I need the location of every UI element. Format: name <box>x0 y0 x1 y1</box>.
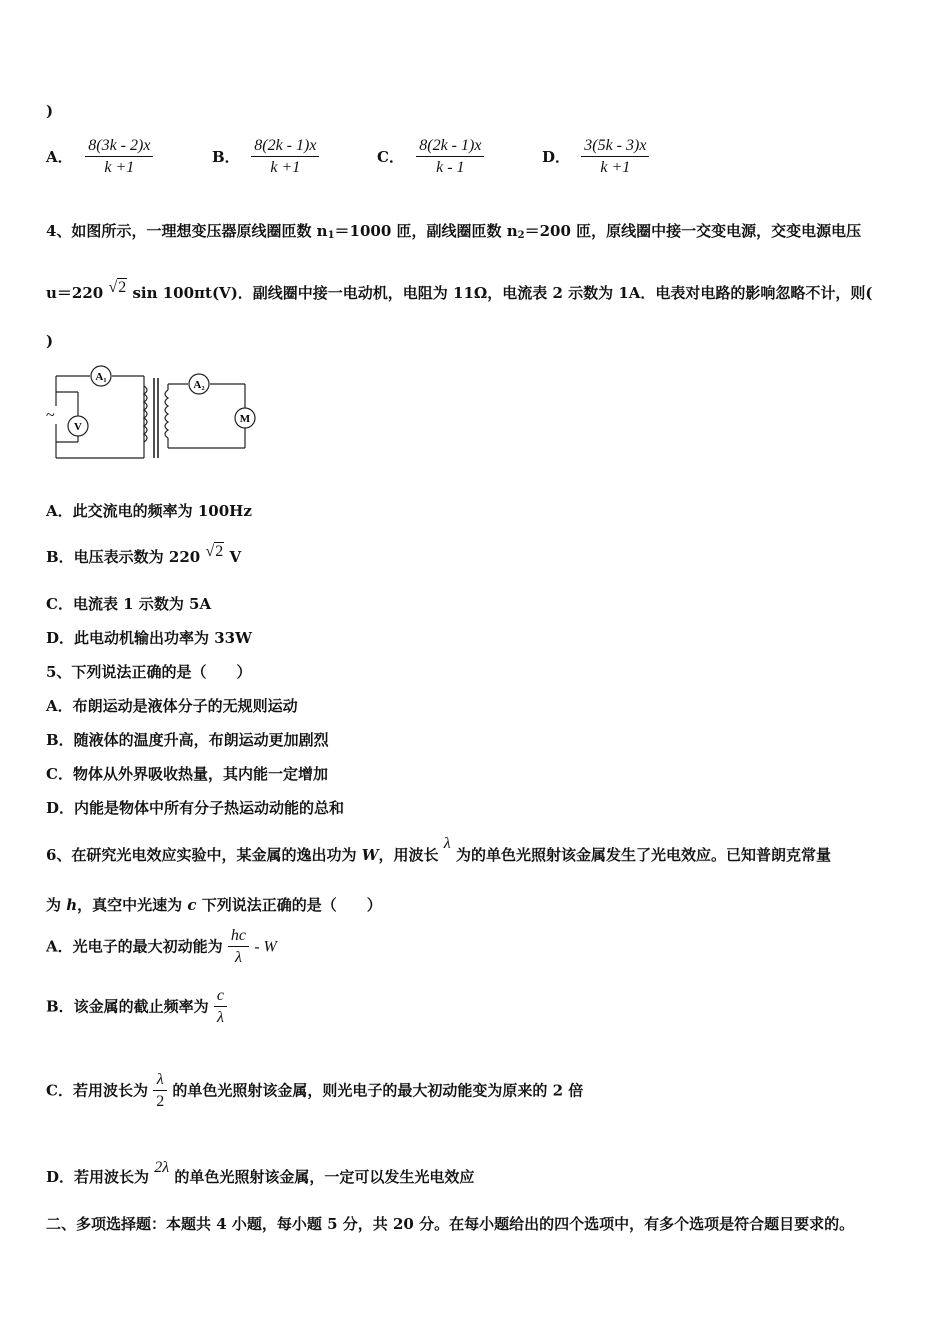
q4-option-b-sqrt: √2 <box>205 543 224 560</box>
motor-label: M <box>239 413 251 425</box>
q6-option-b-pre: B．该金属的截止频率为 <box>46 997 209 1016</box>
q4-n1-sub: 1 <box>327 230 335 241</box>
q4-option-d: D．此电动机输出功率为 33W <box>46 629 252 647</box>
q6-stem-line2-a: 为 <box>46 896 62 914</box>
q3-option-a <box>46 136 153 179</box>
q3-option-c-num: 8(2k - 1)x <box>416 136 484 157</box>
q6-stem-line1-b: ，用波长 <box>378 846 439 864</box>
q6-option-b <box>46 986 227 1029</box>
q6-stem-line1-c: 为的单色光照射该金属发生了光电效应。已知普朗克常量 <box>455 846 831 864</box>
q5-option-c: C．物体从外界吸收热量，其内能一定增加 <box>46 765 328 783</box>
q4-option-b-post: V <box>229 548 242 566</box>
q5-option-d: D．内能是物体中所有分子热运动动能的总和 <box>46 799 345 817</box>
q3-option-b-fraction <box>251 136 319 179</box>
q3-option-a-den: k +1 <box>104 159 135 176</box>
q6-option-a-pre: A．光电子的最大初动能为 <box>46 937 223 956</box>
q6-option-c-fraction <box>153 1070 167 1113</box>
q6-option-c-den: 2 <box>156 1093 165 1110</box>
q3-option-d-num: 3(5k - 3)x <box>581 136 649 157</box>
q3-option-d-den: k +1 <box>600 159 631 176</box>
q4-stem-line1-c: ＝200 匝，原线圈中接一交变电源，交变电源电压 <box>524 222 862 240</box>
q4-stem-line2-a: u＝220 <box>46 284 104 302</box>
q6-stem-line2 <box>46 894 382 915</box>
q5-option-b: B．随液体的温度升高，布朗运动更加剧烈 <box>46 731 329 749</box>
q4-option-c: C．电流表 1 示数为 5A <box>46 595 212 613</box>
transformer-circuit-diagram <box>40 362 265 464</box>
q3-option-b-den: k +1 <box>270 159 301 176</box>
q4-paren: ) <box>46 332 54 350</box>
q5-option-a: A．布朗运动是液体分子的无规则运动 <box>46 697 298 715</box>
q3-option-a-num: 8(3k - 2)x <box>85 136 153 157</box>
q4-sqrt-radicand: 2 <box>118 279 127 296</box>
q6-c: c <box>187 896 197 914</box>
q3-option-d-fraction <box>581 136 649 179</box>
q6-option-c-post: 的单色光照射该金属，则光电子的最大初动能变为原来的 2 倍 <box>172 1081 584 1100</box>
secondary-coil <box>165 390 168 438</box>
q6-option-b-num: c <box>214 986 227 1007</box>
q6-w: W <box>361 846 379 864</box>
q3-option-c <box>377 136 484 179</box>
q4-stem-line2 <box>46 279 873 303</box>
q6-stem-line2-b: ，真空中光速为 <box>77 896 183 914</box>
q6-option-a-fraction <box>228 926 249 969</box>
q4-option-b-pre: B．电压表示数为 220 <box>46 548 201 566</box>
q3-option-a-label: A． <box>46 147 73 166</box>
q6-option-d-post: 的单色光照射该金属，一定可以发生光电效应 <box>174 1168 475 1186</box>
ac-source-symbol: ~ <box>46 407 55 424</box>
q6-stem-line1 <box>46 835 831 865</box>
q4-stem-line1-b: ＝1000 匝，副线圈匝数 n <box>334 222 518 240</box>
q6-h: h <box>66 896 78 914</box>
ammeter-2-label: A₂ <box>193 379 205 391</box>
q4-option-b-radicand: 2 <box>215 543 224 560</box>
q6-option-a-den: λ <box>234 949 242 966</box>
ammeter-1-label: A₁ <box>95 371 107 383</box>
q6-option-a-post: - W <box>254 938 277 956</box>
q3-option-c-label: C． <box>377 147 404 166</box>
q4-sqrt: √2 <box>108 279 127 296</box>
q6-option-d-math: 2λ <box>154 1159 170 1176</box>
q6-option-c-num: λ <box>153 1070 167 1091</box>
section-2-heading: 二、多项选择题：本题共 4 小题，每小题 5 分，共 20 分。在每小题给出的四个选项中，有多个选项是符合题目要求的。 <box>46 1215 855 1233</box>
q3-option-d-label: D． <box>542 147 571 166</box>
voltmeter-label: V <box>74 421 82 433</box>
q4-stem-line2-b: sin 100πt(V)．副线圈中接一电动机，电阻为 11Ω，电流表 2 示数为 1A．电表对电路的影响忽略不计，则( <box>132 284 873 302</box>
q4-option-b <box>46 543 242 567</box>
q6-stem-line1-a: 6、在研究光电效应实验中，某金属的逸出功为 <box>46 846 357 864</box>
q3-option-b-label: B． <box>212 147 240 166</box>
q3-option-c-den: k - 1 <box>436 159 465 176</box>
q5-stem: 5、下列说法正确的是（ ） <box>46 663 252 681</box>
q3-option-a-fraction <box>85 136 153 179</box>
q6-option-a-num: hc <box>228 926 249 947</box>
q4-stem-line1-a: 4、如图所示，一理想变压器原线圈匝数 n <box>46 222 328 240</box>
q6-option-a <box>46 926 277 969</box>
q6-option-b-den: λ <box>217 1009 224 1026</box>
q6-lambda: λ <box>443 835 451 852</box>
q4-option-a: A．此交流电的频率为 100Hz <box>46 502 252 520</box>
q6-option-b-fraction <box>214 986 227 1029</box>
q3-option-d <box>542 136 649 179</box>
q6-option-d <box>46 1159 475 1187</box>
q3-option-b-num: 8(2k - 1)x <box>251 136 319 157</box>
q3-option-c-fraction <box>416 136 484 179</box>
q4-n2-sub: 2 <box>517 230 525 241</box>
q6-option-c <box>46 1070 583 1113</box>
q6-option-c-pre: C．若用波长为 <box>46 1081 148 1100</box>
q3-paren: ) <box>46 102 54 120</box>
q6-stem-line2-c: 下列说法正确的是（ ） <box>201 896 382 914</box>
q6-option-d-pre: D．若用波长为 <box>46 1168 150 1186</box>
q3-option-b <box>212 136 319 179</box>
q4-stem-line1 <box>46 220 861 241</box>
